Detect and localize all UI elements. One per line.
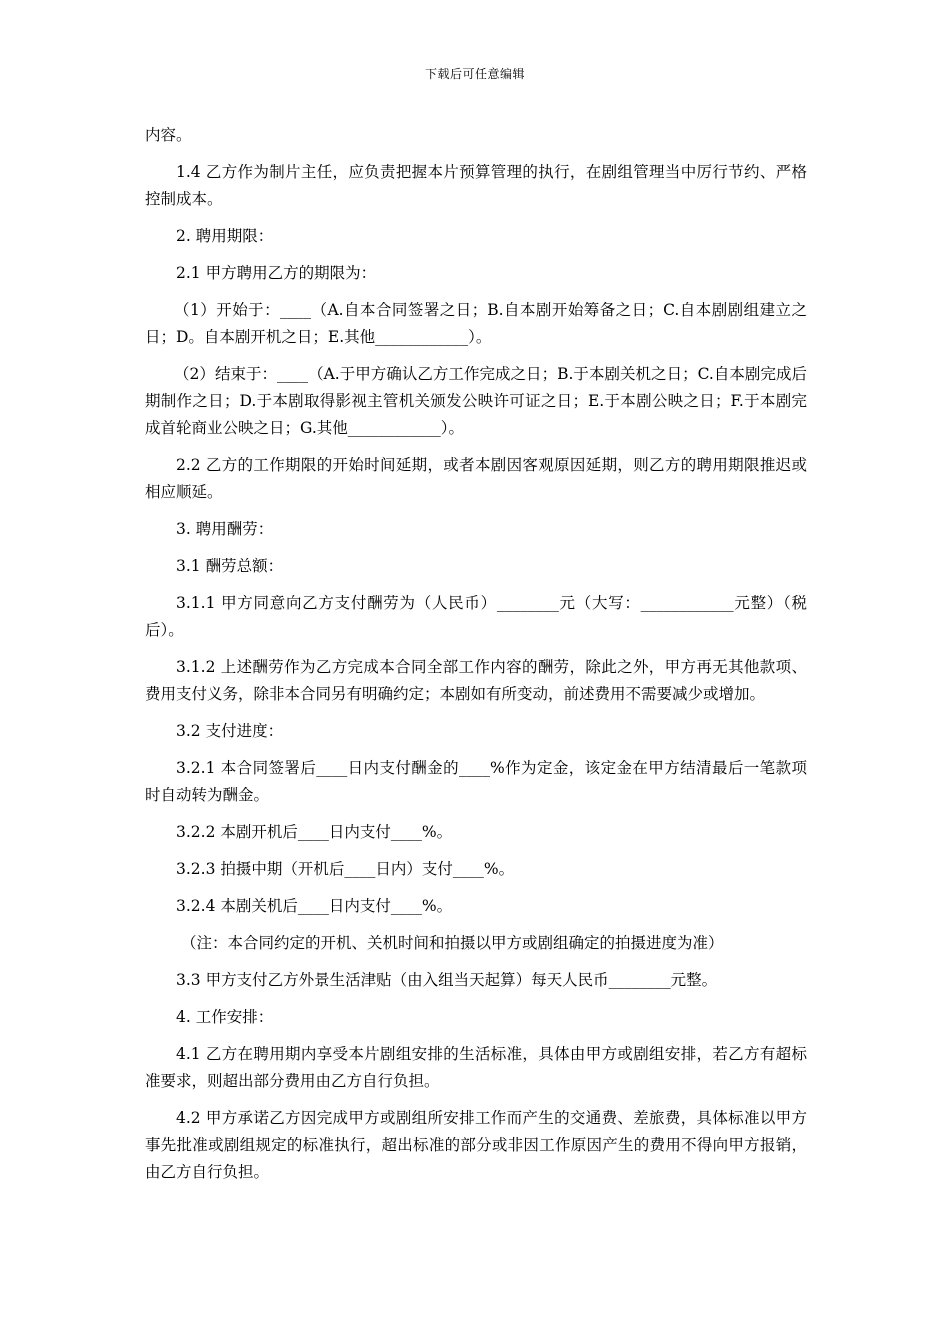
clause-2-1-end: （2）结束于：____（A.于甲方确认乙方工作完成之日；B.于本剧关机之日；C.自本剧完成后期制作之日；D.于本剧取得影视主管机关颁发公映许可证之日；E.于本剧公映之日；F.于本剧完成首轮商业公映之日；G.其他____________）。 (145, 365, 807, 437)
clause-3-1-2: 3.1.2 上述酬劳作为乙方完成本合同全部工作内容的酬劳，除此之外，甲方再无其他款项、费用支付义务，除非本合同另有明确约定；本剧如有所变动，前述费用不需要减少或增加。 (145, 658, 807, 703)
section-2-heading: 2. 聘用期限： (176, 227, 274, 245)
clause-3-2-4: 3.2.4 本剧关机后____日内支付____%。 (176, 897, 453, 915)
clause-2-1-start: （1）开始于：____（A.自本合同签署之日；B.自本剧开始筹备之日；C.自本剧剧组建立之日；D。自本剧开机之日；E.其他____________）。 (145, 301, 807, 346)
page-header: 下载后可任意编辑 (424, 67, 525, 81)
section-3-heading: 3. 聘用酬劳： (176, 520, 274, 538)
clause-4-2: 4.2 甲方承诺乙方因完成甲方或剧组所安排工作而产生的交通费、差旅费，具体标准以甲方事先批准或剧组规定的标准执行，超出标准的部分或非因工作原因产生的费用不得向甲方报销，由乙方自行负担。 (145, 1109, 807, 1181)
clause-3-3: 3.3 甲方支付乙方外景生活津贴（由入组当天起算）每天人民币________元整。 (176, 971, 718, 989)
clause-3-2-2: 3.2.2 本剧开机后____日内支付____%。 (176, 823, 453, 841)
clause-2-1: 2.1 甲方聘用乙方的期限为： (176, 264, 377, 282)
clause-2-2: 2.2 乙方的工作期限的开始时间延期，或者本剧因客观原因延期，则乙方的聘用期限推迟或相应顺延。 (145, 456, 807, 501)
clause-3-1: 3.1 酬劳总额： (176, 557, 284, 575)
clause-1-4: 1.4 乙方作为制片主任，应负责把握本片预算管理的执行，在剧组管理当中厉行节约、严格控制成本。 (145, 163, 807, 208)
clause-4-1: 4.1 乙方在聘用期内享受本片剧组安排的生活标准，具体由甲方或剧组安排，若乙方有超标准要求，则超出部分费用由乙方自行负担。 (145, 1045, 807, 1090)
payment-note: （注：本合同约定的开机、关机时间和拍摄以甲方或剧组确定的拍摄进度为准） (181, 934, 724, 952)
document-body (145, 122, 807, 1196)
clause-3-2-1: 3.2.1 本合同签署后____日内支付酬金的____%作为定金，该定金在甲方结清最后一笔款项时自动转为酬金。 (145, 759, 807, 804)
section-4-heading: 4. 工作安排： (176, 1008, 274, 1026)
clause-3-1-1: 3.1.1 甲方同意向乙方支付酬劳为（人民币）________元（大写：____________元整）（税后）。 (145, 594, 807, 639)
paragraph-continuation: 内容。 (145, 126, 192, 144)
clause-3-2: 3.2 支付进度： (176, 722, 284, 740)
clause-3-2-3: 3.2.3 拍摄中期（开机后____日内）支付____%。 (176, 860, 515, 878)
